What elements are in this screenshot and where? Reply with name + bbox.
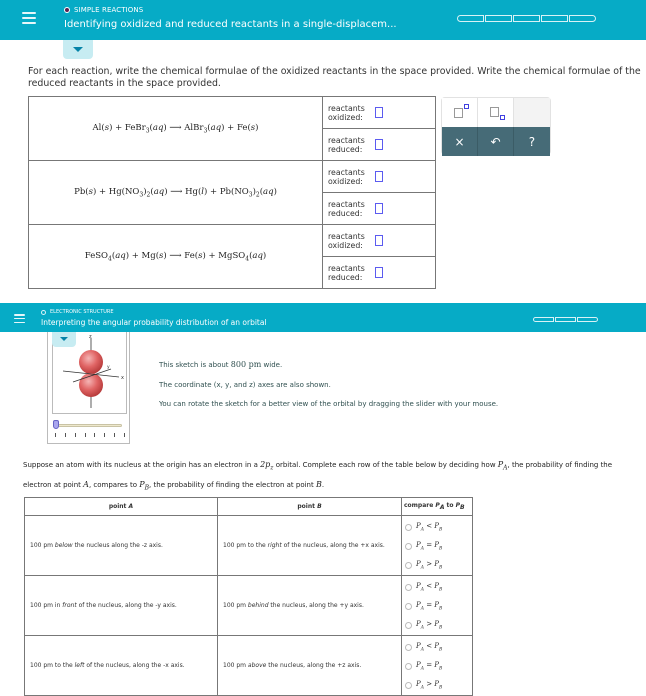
column-header-point-a: point A bbox=[25, 498, 218, 516]
radio-button[interactable] bbox=[405, 682, 412, 689]
reactants-oxidized-input[interactable] bbox=[375, 235, 383, 246]
option-label: $P_A > P_B$ bbox=[416, 560, 443, 571]
topic-label: SIMPLE REACTIONS bbox=[64, 6, 143, 14]
compare-options-cell bbox=[402, 576, 473, 636]
table-row bbox=[25, 516, 473, 576]
svg-text:y: y bbox=[107, 365, 110, 370]
superscript-button[interactable] bbox=[442, 98, 478, 127]
topic-label: ELECTRONIC STRUCTURE bbox=[41, 309, 114, 315]
progress-segment bbox=[541, 15, 568, 22]
compare-options-cell bbox=[402, 516, 473, 576]
point-b-cell: 100 pm to the right of the nucleus, along the +x axis. bbox=[218, 516, 402, 576]
table-row bbox=[25, 636, 473, 696]
reactants-reduced-input[interactable] bbox=[375, 203, 383, 214]
compare-option[interactable] bbox=[405, 578, 472, 597]
chevron-down-icon bbox=[60, 337, 68, 341]
radio-button[interactable] bbox=[405, 543, 412, 550]
svg-text:x: x bbox=[121, 375, 124, 381]
subscript-button[interactable] bbox=[478, 98, 514, 127]
reactants-reduced-label: reactants reduced: bbox=[328, 263, 365, 282]
option-label: $P_A < P_B$ bbox=[416, 522, 443, 533]
radio-button[interactable] bbox=[405, 603, 412, 610]
option-label: $P_A < P_B$ bbox=[416, 642, 443, 653]
sketch-axes-note: The coordinate (x, y, and z) axes are also shown. bbox=[159, 381, 331, 389]
chevron-down-icon bbox=[73, 47, 83, 52]
compare-option[interactable] bbox=[405, 616, 472, 635]
point-a-cell: 100 pm below the nucleus along the -z axis. bbox=[25, 516, 218, 576]
compare-option[interactable] bbox=[405, 638, 472, 657]
reactants-oxidized-input[interactable] bbox=[375, 171, 383, 182]
radio-button[interactable] bbox=[405, 584, 412, 591]
point-a-cell: 100 pm to the left of the nucleus, along the -x axis. bbox=[25, 636, 218, 696]
point-b-cell: 100 pm above the nucleus, along the +z axis. bbox=[218, 636, 402, 696]
rotation-slider-track[interactable] bbox=[55, 424, 122, 427]
reactants-reduced-label: reactants reduced: bbox=[328, 135, 365, 154]
reactants-oxidized-label: reactants oxidized: bbox=[328, 167, 365, 186]
expand-toggle-button[interactable] bbox=[52, 332, 76, 347]
table-row bbox=[25, 576, 473, 636]
reaction-equation: $Pb(s) + Hg(NO_3)_2(aq)$ ⟶ $Hg(l) + Pb(NO_3)_2(aq)$ bbox=[29, 161, 323, 225]
assignment-title: Interpreting the angular probability distribution of an orbital bbox=[41, 318, 267, 327]
progress-bar bbox=[457, 15, 596, 22]
sketch-rotate-note: You can rotate the sketch for a better view of the orbital by dragging the slider with your mouse. bbox=[159, 400, 499, 408]
reaction-row bbox=[29, 161, 436, 193]
progress-segment bbox=[513, 15, 540, 22]
svg-text:z: z bbox=[89, 334, 92, 340]
panel1-header bbox=[0, 0, 646, 40]
reactants-reduced-input[interactable] bbox=[375, 267, 383, 278]
reactants-reduced-input[interactable] bbox=[375, 139, 383, 150]
answer-palette bbox=[441, 97, 551, 155]
progress-segment bbox=[533, 317, 554, 322]
rotation-slider-handle[interactable] bbox=[53, 420, 59, 429]
reactants-reduced-label: reactants reduced: bbox=[328, 199, 365, 218]
reaction-row bbox=[29, 97, 436, 129]
progress-segment bbox=[555, 317, 576, 322]
option-label: $P_A < P_B$ bbox=[416, 582, 443, 593]
sketch-size-note: This sketch is about 800 pm wide. bbox=[159, 360, 283, 369]
topic-status-dot-icon bbox=[41, 310, 46, 315]
reactants-oxidized-cell bbox=[323, 97, 436, 129]
option-label: $P_A > P_B$ bbox=[416, 680, 443, 691]
compare-option[interactable] bbox=[405, 676, 472, 695]
subscript-icon bbox=[490, 107, 499, 117]
subscript-slot bbox=[500, 115, 505, 120]
point-b-cell: 100 pm behind the nucleus, along the +y axis. bbox=[218, 576, 402, 636]
column-header-point-b: point B bbox=[218, 498, 402, 516]
compare-option[interactable] bbox=[405, 556, 472, 575]
reactants-oxidized-label: reactants oxidized: bbox=[328, 231, 365, 250]
expand-toggle-button[interactable] bbox=[63, 40, 93, 59]
option-label: $P_A = P_B$ bbox=[416, 661, 443, 672]
compare-options-cell bbox=[402, 636, 473, 696]
progress-segment bbox=[485, 15, 512, 22]
radio-button[interactable] bbox=[405, 644, 412, 651]
assignment-title: Identifying oxidized and reduced reactants in a single-displacem... bbox=[64, 19, 397, 30]
compare-option[interactable] bbox=[405, 597, 472, 616]
reaction-equation: Al(s) + FeBr$_3$(aq) ⟶ AlBr$_3$(aq) + Fe(s) bbox=[29, 97, 323, 161]
reactants-oxidized-label: reactants oxidized: bbox=[328, 103, 365, 122]
reaction-equation: FeSO$_4$(aq) + Mg(s) ⟶ Fe(s) + MgSO$_4$(aq) bbox=[29, 225, 323, 289]
question-text: Suppose an atom with its nucleus at the origin has an electron in a $2p_z$ orbital. Complete each row of the table below by deciding how $P_A$, the probability of finding the electron at point A, compares to $P_B$, the probability of finding the electron at point B. bbox=[23, 460, 613, 492]
menu-icon[interactable] bbox=[14, 314, 25, 323]
reactants-reduced-cell bbox=[323, 257, 436, 289]
orbital-sketch-widget bbox=[47, 332, 130, 444]
palette-empty-cell bbox=[514, 98, 550, 127]
undo-button[interactable]: ↶ bbox=[478, 127, 514, 156]
comparison-table bbox=[24, 497, 473, 696]
reactants-reduced-cell bbox=[323, 129, 436, 161]
reactants-oxidized-cell bbox=[323, 225, 436, 257]
slider-ticks bbox=[55, 433, 125, 437]
radio-button[interactable] bbox=[405, 663, 412, 670]
reactions-table bbox=[28, 96, 436, 289]
topic-status-dot-icon bbox=[64, 7, 70, 13]
superscript-slot bbox=[464, 104, 469, 109]
option-label: $P_A = P_B$ bbox=[416, 541, 443, 552]
option-label: $P_A = P_B$ bbox=[416, 601, 443, 612]
reactants-oxidized-cell bbox=[323, 161, 436, 193]
compare-option[interactable] bbox=[405, 518, 472, 537]
compare-option[interactable] bbox=[405, 537, 472, 556]
column-header-compare: compare $P_A$ to $P_B$ bbox=[402, 498, 473, 516]
progress-bar bbox=[533, 317, 598, 322]
progress-segment bbox=[569, 15, 596, 22]
radio-button[interactable] bbox=[405, 622, 412, 629]
radio-button[interactable] bbox=[405, 524, 412, 531]
clear-button[interactable]: × bbox=[442, 127, 478, 156]
radio-button[interactable] bbox=[405, 562, 412, 569]
progress-segment bbox=[457, 15, 484, 22]
reaction-row bbox=[29, 225, 436, 257]
compare-option[interactable] bbox=[405, 657, 472, 676]
help-button[interactable]: ? bbox=[528, 134, 536, 149]
reactants-oxidized-input[interactable] bbox=[375, 107, 383, 118]
menu-icon[interactable] bbox=[22, 12, 36, 24]
instructions: For each reaction, write the chemical formulae of the oxidized reactants in the space provided. Write the chemical formulae of the reduced reactants in the space provided. bbox=[28, 66, 641, 89]
progress-segment bbox=[577, 317, 598, 322]
superscript-icon bbox=[454, 108, 463, 118]
option-label: $P_A > P_B$ bbox=[416, 620, 443, 631]
point-a-cell: 100 pm in front of the nucleus, along the -y axis. bbox=[25, 576, 218, 636]
reactants-reduced-cell bbox=[323, 193, 436, 225]
panel2-header bbox=[0, 303, 646, 332]
